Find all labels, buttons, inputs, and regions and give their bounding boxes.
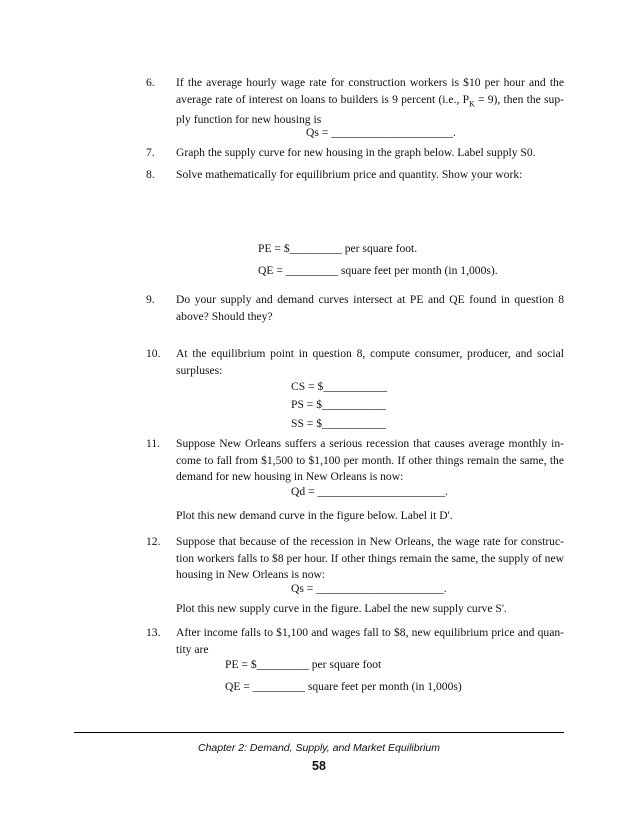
q11-number: 11. bbox=[146, 437, 161, 450]
q12-plot-instruction: Plot this new supply curve in the figure. Label the new supply curve S'. bbox=[176, 602, 507, 615]
q7-number: 7. bbox=[146, 146, 155, 159]
q6-text: If the average hourly wage rate for construction workers is $10 per hour and the average rate of interest on loans to builders is 9 percent (i.e., $P_K = 9$), then the sup- ply function for new housing is bbox=[176, 76, 564, 127]
q13-price-equation: PE = $_________ per square foot bbox=[225, 658, 382, 671]
q10-text: At the equilibrium point in question 8, compute consumer, producer, and social surpluses: bbox=[176, 347, 564, 377]
q9-text: Do your supply and demand curves intersect at PE and QE found in question 8 above? Should they? bbox=[176, 293, 564, 323]
q11-plot-instruction: Plot this new demand curve in the figure below. Label it D'. bbox=[176, 509, 453, 522]
q8-text: Solve mathematically for equilibrium price and quantity. Show your work: bbox=[176, 168, 523, 181]
chapter-footer: Chapter 2: Demand, Supply, and Market Equilibrium bbox=[197, 742, 440, 754]
q13-text: After income falls to $1,100 and wages fall to $8, new equilibrium price and quan- tity are bbox=[176, 626, 564, 656]
footer-divider bbox=[74, 732, 564, 733]
q10-social-surplus: SS = $___________ bbox=[291, 417, 386, 430]
q10-producer-surplus: PS = $___________ bbox=[291, 398, 386, 411]
q7-text: Graph the supply curve for new housing in the graph below. Label supply S0. bbox=[176, 146, 536, 159]
q10-number: 10. bbox=[146, 347, 161, 360]
q11-demand-equation: Qd = ______________________. bbox=[291, 485, 448, 498]
q8-number: 8. bbox=[146, 168, 155, 181]
q12-supply-equation: Qs = ______________________. bbox=[291, 582, 447, 595]
q13-quantity-equation: QE = _________ square feet per month (in 1,000s) bbox=[225, 680, 462, 693]
page-number: 58 bbox=[312, 759, 326, 773]
q6-number: 6. bbox=[146, 76, 155, 89]
q13-number: 13. bbox=[146, 626, 161, 639]
q6-supply-equation: Qs = _____________________. bbox=[306, 126, 456, 139]
q8-price-equation: PE = $_________ per square foot. bbox=[258, 242, 418, 255]
q11-text: Suppose New Orleans suffers a serious recession that causes average monthly in- come to fall from $1,500 to $1,100 per month. If other things remain the same, the demand for new housing in New Orleans is now: bbox=[176, 437, 564, 483]
q12-number: 12. bbox=[146, 535, 161, 548]
q8-quantity-equation: QE = _________ square feet per month (in 1,000s). bbox=[258, 264, 498, 277]
q9-number: 9. bbox=[146, 293, 155, 306]
q10-consumer-surplus: CS = $___________ bbox=[291, 380, 388, 393]
q12-text: Suppose that because of the recession in New Orleans, the wage rate for construc- tion workers falls to $8 per hour. If other things remain the same, the supply of new housing in New Orleans is now: bbox=[176, 535, 564, 581]
